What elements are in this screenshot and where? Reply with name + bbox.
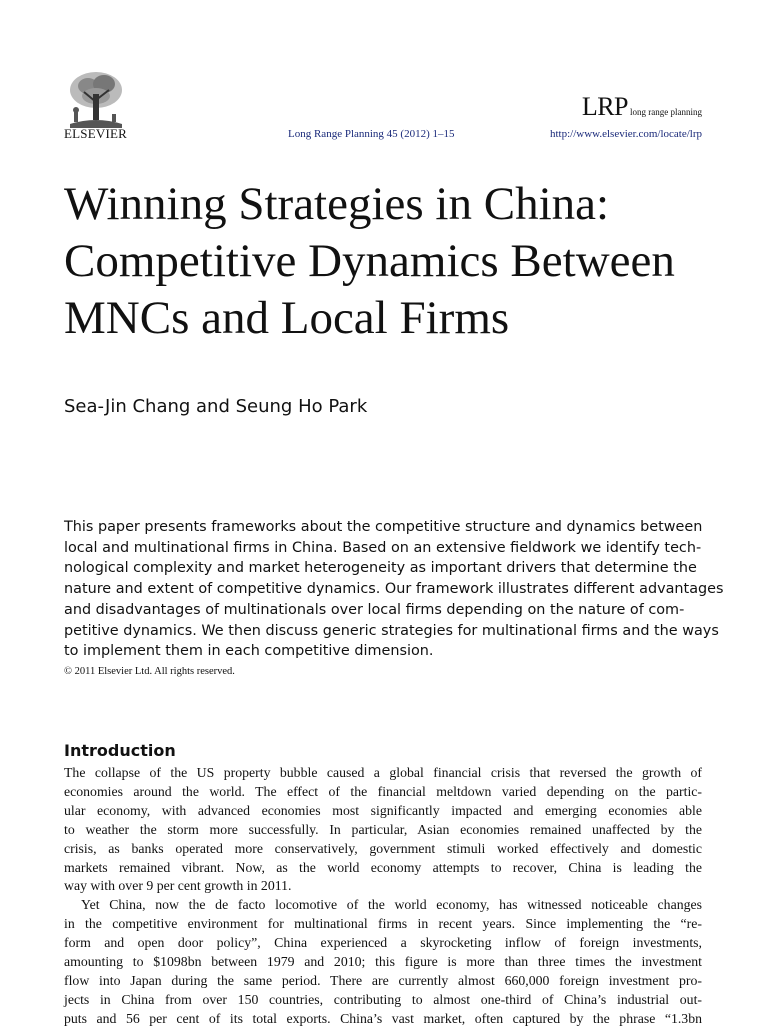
journal-url-link[interactable]: http://www.elsevier.com/locate/lrp [549, 128, 702, 140]
journal-brand [582, 92, 702, 122]
body-line: flow into Japan during the same period. There are currently almost 660,000 foreign investment pro- [64, 972, 702, 988]
journal-citation[interactable]: Long Range Planning 45 (2012) 1–15 [288, 128, 455, 140]
body-line: way with over 9 per cent growth in 2011. [64, 878, 292, 894]
abstract-line: local and multinational firms in China. Based on an extensive fieldwork we identify tech- [64, 539, 702, 556]
introduction-body [64, 764, 702, 1029]
body-line: jects in China from over 150 countries, contributing to almost one-third of China’s industrial out- [64, 991, 702, 1007]
body-line: ular economy, with advanced economies most significantly impacted and emerging economies able [64, 802, 702, 818]
publisher-logo [64, 68, 130, 142]
section-heading-introduction: Introduction [64, 741, 176, 760]
abstract-line: This paper presents frameworks about the competitive structure and dynamics between [64, 519, 703, 535]
elsevier-tree-logo-icon [66, 68, 126, 128]
body-line: in the competitive environment for multinational firms in recent years. Since implementing the “re- [64, 916, 702, 932]
title-line: MNCs and Local Firms [64, 292, 510, 344]
title-line: Competitive Dynamics Between [64, 235, 675, 287]
author-list: Sea-Jin Chang and Seung Ho Park [64, 396, 368, 417]
body-line: puts and 56 per cent of its total exports. China’s vast market, often captured by the phrase “1.3bn [64, 1010, 702, 1026]
body-line: markets remained vibrant. Now, as the world economy attempts to recover, China is leading the [64, 859, 702, 875]
body-line: crisis, as banks operated more conservatively, government stimuli worked effectively and domestic [64, 840, 702, 856]
abstract [64, 517, 724, 662]
copyright-notice: © 2011 Elsevier Ltd. All rights reserved. [64, 666, 235, 677]
publisher-name: ELSEVIER [64, 126, 127, 141]
article-title [64, 176, 714, 347]
body-line: economies around the world. The effect of the financial meltdown varied depending on the partic- [64, 783, 702, 799]
title-line: Winning Strategies in China: [64, 178, 610, 230]
abstract-line: nological complexity and market heterogeneity as important drivers that determine the [64, 560, 697, 577]
body-line: form and open door policy”, China experienced a skyrocketing inflow of foreign investments, [64, 935, 702, 951]
journal-abbreviation: LRP [581, 92, 629, 121]
body-line: Yet China, now the de facto locomotive of the world economy, has witnessed noticeable changes [81, 897, 702, 913]
abstract-line: and disadvantages of multinationals over local firms depending on the nature of com- [64, 601, 685, 618]
abstract-line: nature and extent of competitive dynamics. Our framework illustrates different advantages [64, 581, 724, 598]
body-line: amounting to $1098bn between 1979 and 2010; this figure is more than three times the investment [64, 954, 702, 970]
abstract-line: to implement them in each competitive dimension. [64, 643, 434, 660]
journal-full-name: long range planning [630, 107, 702, 117]
abstract-line: petitive dynamics. We then discuss generic strategies for multinational firms and the ways [64, 622, 719, 639]
body-line: to weather the storm more successfully. In particular, Asian economies remained unaffected by the [64, 821, 702, 837]
body-line: The collapse of the US property bubble caused a global financial crisis that reversed the growth of [64, 765, 702, 780]
